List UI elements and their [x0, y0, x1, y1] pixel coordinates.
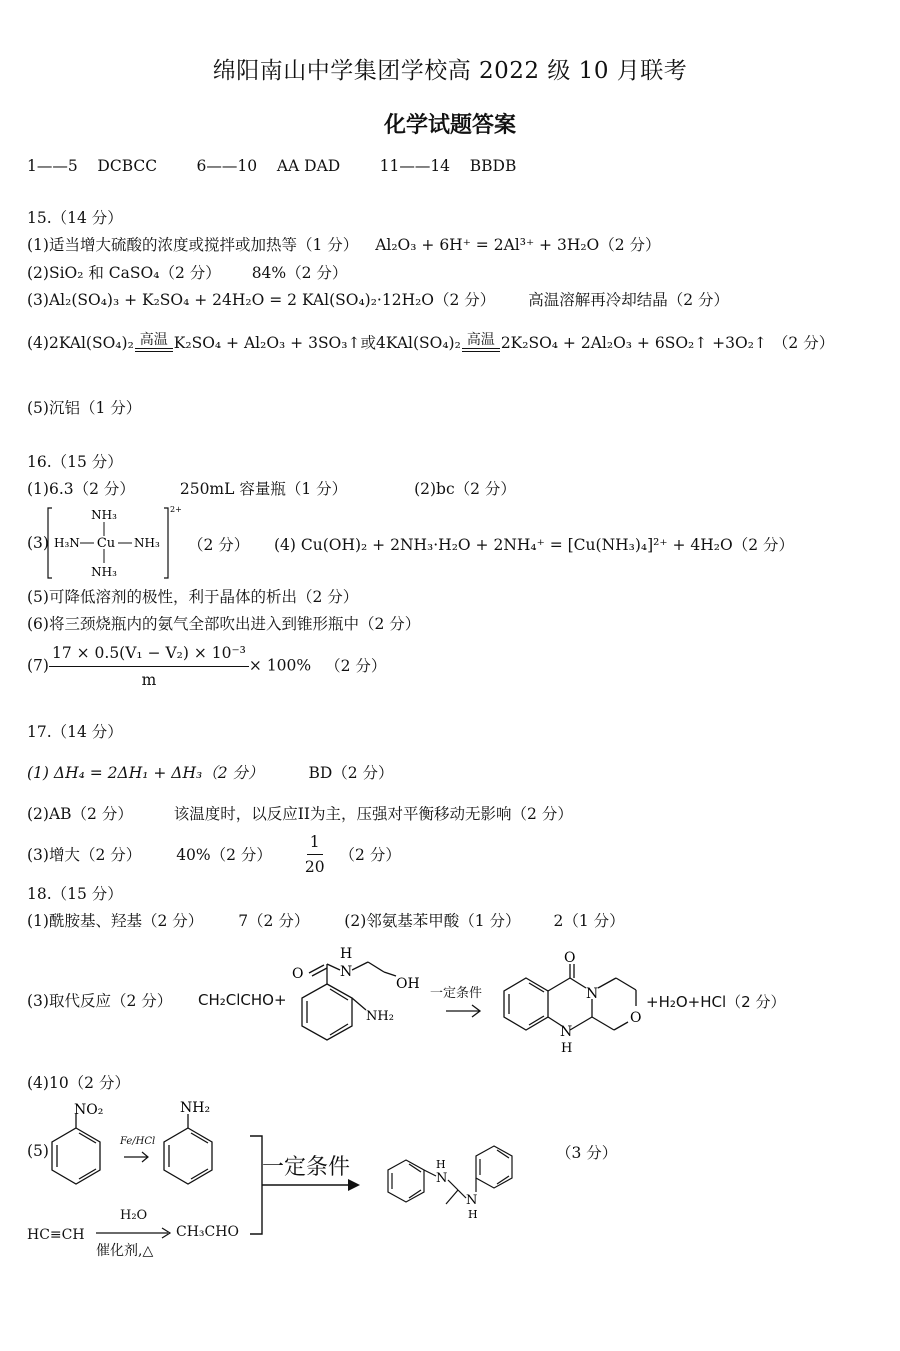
- q15-part4-reactant2: 4KAl(SO₄)₂: [376, 334, 461, 352]
- q16-part4: (4) Cu(OH)₂ + 2NH₃·H₂O + 2NH₄⁺ = [Cu(NH₃)₄]²⁺ + 4H₂O（2 分）: [274, 536, 794, 554]
- q17-part3: [27, 832, 401, 877]
- q17-heading: 17.（14 分）: [27, 723, 123, 741]
- fe-hcl-condition: Fe/HCl: [120, 1136, 156, 1147]
- acetylene-label: HC≡CH: [27, 1227, 85, 1243]
- q17-part1-equation: (1) ΔH₄ = 2ΔH₁ + ΔH₃（2 分）: [27, 764, 264, 782]
- q15-part4-reactant1: 2KAl(SO₄)₂: [48, 334, 134, 352]
- amide-n-label: N: [340, 964, 353, 980]
- q15-part1: [27, 235, 661, 255]
- q16-part7-numerator: 17 × 0.5(V₁ − V₂) × 10⁻³: [49, 642, 249, 667]
- q16-part2: (2)bc（2 分）: [414, 480, 516, 498]
- nh2-label: NH₂: [180, 1100, 211, 1116]
- product-n-label: N: [586, 986, 599, 1002]
- q15-part4-score: （2 分）: [772, 334, 835, 352]
- q18-part5-score: （3 分）: [556, 1144, 618, 1162]
- q16-part1-mass: (1)6.3（2 分）: [27, 480, 135, 498]
- q18-part4: (4)10（2 分）: [27, 1074, 130, 1092]
- final-h1-label: H: [436, 1158, 446, 1171]
- q16-part1-2: [27, 479, 516, 499]
- q17-part1-answer: BD（2 分）: [308, 764, 394, 782]
- q18-part3-condition: 一定条件: [430, 986, 483, 1001]
- q15-part3-method: 高温溶解再冷却结晶（2 分）: [528, 291, 730, 309]
- acetaldehyde-label: CH₃CHO: [176, 1224, 239, 1240]
- copper-ammine-complex-structure: [46, 500, 186, 586]
- q18-heading: 18.（15 分）: [27, 885, 123, 903]
- reduction-arrow-icon: [122, 1150, 152, 1164]
- q17-part3-answer: (3)增大（2 分）: [27, 845, 142, 864]
- complex-nh3-right: NH₃: [134, 536, 160, 550]
- q17-part3-score: （2 分）: [339, 845, 401, 864]
- final-n1-label: N: [436, 1171, 448, 1186]
- complex-charge: 2+: [170, 505, 182, 514]
- q16-part7-label: (7): [27, 656, 49, 675]
- reactant-amide-structure: [282, 940, 422, 1060]
- q15-part3: [27, 290, 729, 310]
- q16-heading: 16.（15 分）: [27, 453, 123, 471]
- reaction-arrow-icon: [444, 1003, 484, 1019]
- q18-part3-type: (3)取代反应（2 分）: [27, 992, 173, 1010]
- aniline-structure: [156, 1098, 226, 1198]
- final-product-structure: [376, 1140, 526, 1230]
- product-o-ring: O: [630, 1010, 642, 1026]
- q16-part1-flask: 250mL 容量瓶（1 分）: [179, 480, 348, 498]
- complex-h3n-left: H₃N: [54, 536, 80, 550]
- q15-part1-text: (1)适当增大硫酸的浓度或搅拌或加热等（1 分）: [27, 236, 359, 254]
- q16-part3-score: （2 分）: [188, 536, 250, 554]
- q17-part3-percent: 40%（2 分）: [176, 845, 272, 864]
- q15-part1-equation: Al₂O₃ + 6H⁺ = 2Al³⁺ + 3H₂O（2 分）: [375, 236, 661, 254]
- q15-part2-percent: 84%（2 分）: [251, 264, 348, 282]
- q17-part2: [27, 804, 573, 824]
- q16-part7-denominator: m: [141, 671, 157, 689]
- q16-part7-score: （2 分）: [325, 656, 387, 675]
- q18-part1-2: [27, 911, 625, 931]
- q17-part3-numerator: 1: [307, 832, 323, 855]
- complex-cu-center: Cu: [96, 536, 116, 551]
- q15-part4-or: 或: [360, 334, 376, 352]
- q18-part1-count: 7（2 分）: [238, 912, 310, 930]
- q18-part3-byproducts: +H₂O+HCl（2 分）: [646, 993, 786, 1011]
- q15-part2-text: (2)SiO₂ 和 CaSO₄（2 分）: [27, 264, 221, 282]
- q15-part5: (5)沉铝（1 分）: [27, 399, 142, 417]
- final-n2-label: N: [466, 1193, 478, 1208]
- complex-nh3-top: NH₃: [91, 508, 117, 522]
- nitrobenzene-structure: [44, 1098, 114, 1198]
- exam-title: 绵阳南山中学集团学校高 2022 级 10 月联考: [212, 58, 688, 84]
- q17-part2-reason: 该温度时，以反应II为主，压强对平衡移动无影响（2 分）: [173, 805, 573, 823]
- hydration-arrow-icon: [94, 1226, 174, 1240]
- q18-part1-groups: (1)酰胺基、羟基（2 分）: [27, 912, 204, 930]
- q18-part2-name: (2)邻氨基苯甲酸（1 分）: [344, 912, 521, 930]
- q16-part5: (5)可降低溶剂的极性，利于晶体的析出（2 分）: [27, 588, 359, 606]
- q17-part3-fraction: [305, 832, 325, 877]
- q15-part4-products2: 2K₂SO₄ + 2Al₂O₃ + 6SO₂↑ +3O₂↑: [500, 334, 767, 352]
- q17-part1: [27, 763, 394, 783]
- product-nh-h: H: [561, 1041, 573, 1056]
- q17-part3-denominator: 20: [304, 858, 325, 876]
- complex-nh3-bottom: NH₃: [91, 565, 117, 579]
- high-temp-condition-1: [135, 332, 173, 358]
- q16-part7: [27, 642, 386, 691]
- catalyst-condition: 催化剂,△: [96, 1243, 154, 1259]
- amide-nh-h-label: H: [340, 946, 353, 962]
- q15-heading: 15.（14 分）: [27, 209, 123, 227]
- amide-o-label: O: [292, 966, 304, 982]
- no2-label: NO₂: [74, 1102, 104, 1118]
- q16-part7-fraction: [49, 642, 249, 691]
- water-condition: H₂O: [120, 1208, 148, 1223]
- product-o-carbonyl: O: [564, 950, 576, 966]
- high-temp-label-1: 高温: [139, 332, 168, 348]
- q16-part6: (6)将三颈烧瓶内的氨气全部吹出进入到锥形瓶中（2 分）: [27, 615, 421, 633]
- q15-part4-label: (4): [27, 334, 49, 352]
- product-tricyclic-structure: [494, 944, 654, 1056]
- q18-part5-label: (5): [27, 1142, 49, 1160]
- product-nh-n: N: [560, 1024, 573, 1040]
- answer-title: 化学试题答案: [383, 112, 516, 138]
- amide-oh-label: OH: [396, 976, 420, 992]
- q18-part3-reagent: CH₂ClCHO+: [198, 991, 287, 1009]
- q16-part7-percent: × 100%: [248, 656, 312, 675]
- q17-part2-answer: (2)AB（2 分）: [27, 805, 133, 823]
- amide-nh2-label: NH₂: [366, 1009, 394, 1024]
- final-h2-label: H: [468, 1208, 478, 1221]
- q18-part2-count: 2（1 分）: [553, 912, 625, 930]
- q15-part2: [27, 263, 347, 283]
- q15-part4: [27, 328, 834, 358]
- q15-part4-products1: K₂SO₄ + Al₂O₃ + 3SO₃↑: [173, 334, 361, 352]
- q15-part3-equation: (3)Al₂(SO₄)₃ + K₂SO₄ + 24H₂O = 2 KAl(SO₄)₂·12H₂O（2 分）: [27, 291, 496, 309]
- q18-part5-condition: 一定条件: [262, 1155, 351, 1180]
- high-temp-condition-2: [462, 332, 500, 358]
- high-temp-label-2: 高温: [466, 332, 495, 348]
- multiple-choice-answers: 1——5 DCBCC 6——10 AA DAD 11——14 BBDB: [27, 157, 517, 175]
- q16-part3-label: (3): [27, 534, 49, 552]
